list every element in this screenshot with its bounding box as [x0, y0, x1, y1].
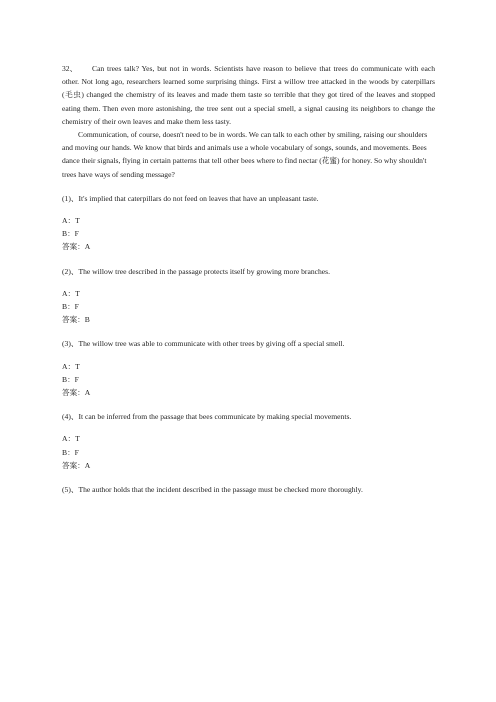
option-a: A：T: [62, 361, 80, 371]
question-4: [62, 410, 435, 472]
options: [62, 432, 435, 472]
answer: 答案：B: [62, 315, 90, 325]
answer: 答案：A: [62, 242, 91, 252]
question-5: [62, 483, 435, 496]
question-number: 32、: [62, 64, 78, 73]
question-text: (5)、The author holds that the incident described in the passage must be checked more thoroughly.: [62, 485, 363, 495]
option-b: B：F: [62, 374, 79, 384]
options: [62, 214, 435, 254]
passage-paragraph-1-text: Can trees talk? Yes, but not in words. Scientists have reason to believe that trees do communicate with each other. Not long ago, researchers learned some surprising things. First a willow tree attacked in the woods by caterpillars (毛虫) changed the chemistry of its leaves and made them taste so terrible that they got tired of the leaves and stopped eating them. Then even more astonishing, the tree sent out a special smell, a signal causing its neighbors to change the chemistry of their own leaves and make them less tasty.: [62, 64, 435, 126]
options: [62, 287, 435, 327]
question-text: (4)、It can be inferred from the passage that bees communicate by making special movements.: [62, 412, 352, 422]
option-a: A：T: [62, 434, 80, 444]
document-page: [62, 62, 435, 496]
option-a: A：T: [62, 216, 80, 226]
question-text: (3)、The willow tree was able to communicate with other trees by giving off a special smell.: [62, 339, 345, 349]
question-text: (1)、It's implied that caterpillars do not feed on leaves that have an unpleasant taste.: [62, 193, 319, 203]
question-text: (2)、The willow tree described in the passage protects itself by growing more branches.: [62, 266, 331, 276]
option-b: B：F: [62, 447, 79, 457]
answer: 答案：A: [62, 388, 91, 398]
answer: 答案：A: [62, 460, 91, 470]
options: [62, 360, 435, 400]
option-b: B：F: [62, 229, 79, 239]
question-1: [62, 192, 435, 254]
question-2: [62, 265, 435, 327]
option-b: B：F: [62, 302, 79, 312]
option-a: A：T: [62, 288, 80, 298]
passage-paragraph-2: Communication, of course, doesn't need to be in words. We can talk to each other by smiling, raising our shoulders and moving our hands. We know that birds and animals use a whole vocabulary of songs, sounds, and movements. Bees dance their signals, flying in certain patterns that tell other bees where to find nectar (花蜜) for honey. So why shouldn't trees have ways of sending message?: [62, 130, 428, 179]
passage-paragraph-1: [62, 62, 435, 128]
question-3: [62, 337, 435, 399]
